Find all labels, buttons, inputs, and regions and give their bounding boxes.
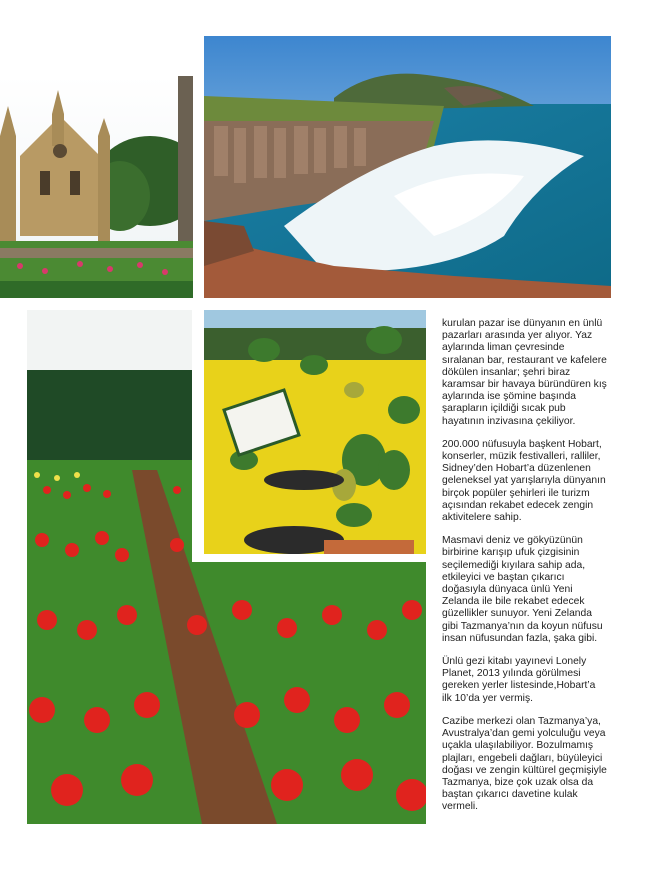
article-paragraph-3: Masmavi deniz ve gökyüzünün birbirine karışıp ufuk çizgisinin seçilemediği kıyılara sahip ada, etkileyici ve baştan çıkarıcı doğasıyla dünyaca ünlü Yeni Zelanda ile bile rekabet edecek güzellikler sunuyor. Yeni Zelanda gibi Tazmanya’nın da koyun nüfusu insan nüfusundan fazla, şaka gibi. xyxy=(442,535,603,644)
coast-photo xyxy=(204,36,611,298)
church-photo xyxy=(0,76,193,298)
article-paragraph-2: 200.000 nüfusuyla başkent Hobart, konserler, müzik festivalleri, ralliler, Sidney’den Hobart’a düzenlenen geleneksel yat yarışlarıyla dünyanın birçok popüler şehirleri ile turizm açısından rekabet edecek zengin aktivitelere sahip. xyxy=(442,438,606,524)
market-photo xyxy=(204,310,426,554)
article-paragraph-4: Ünlü gezi kitabı yayınevi Lonely Planet, 2013 yılında görülmesi gereken yerler listesinde,Hobart’a ilk 10’da yer vermiş. xyxy=(442,656,596,704)
article-paragraph-1: kurulan pazar ise dünyanın en ünlü pazarları arasında yer alıyor. Yaz aylarında liman çevresinde sıralanan bar, restaurant ve kafelere dökülen insanlar; şehri biraz karamsar bir havaya büründüren kış aylarında ise şöminе başında şarapların içildiği sıcak pub hayatının inzivasına çekiliyor. xyxy=(442,318,607,427)
article-paragraph-5: Cazibe merkezi olan Tazmanya’ya, Avustralya’dan gemi yolculuğu veya uçakla ulaşılabiliyor. Bozulmamış plajları, engebeli dağları, büyüleyici doğası ve zengin kültürel geçmişiyle Tazmanya, bize çok uzak olsa da baştan çıkarıcı davetine kulak vermeli. xyxy=(442,715,607,813)
article-text xyxy=(442,318,607,825)
